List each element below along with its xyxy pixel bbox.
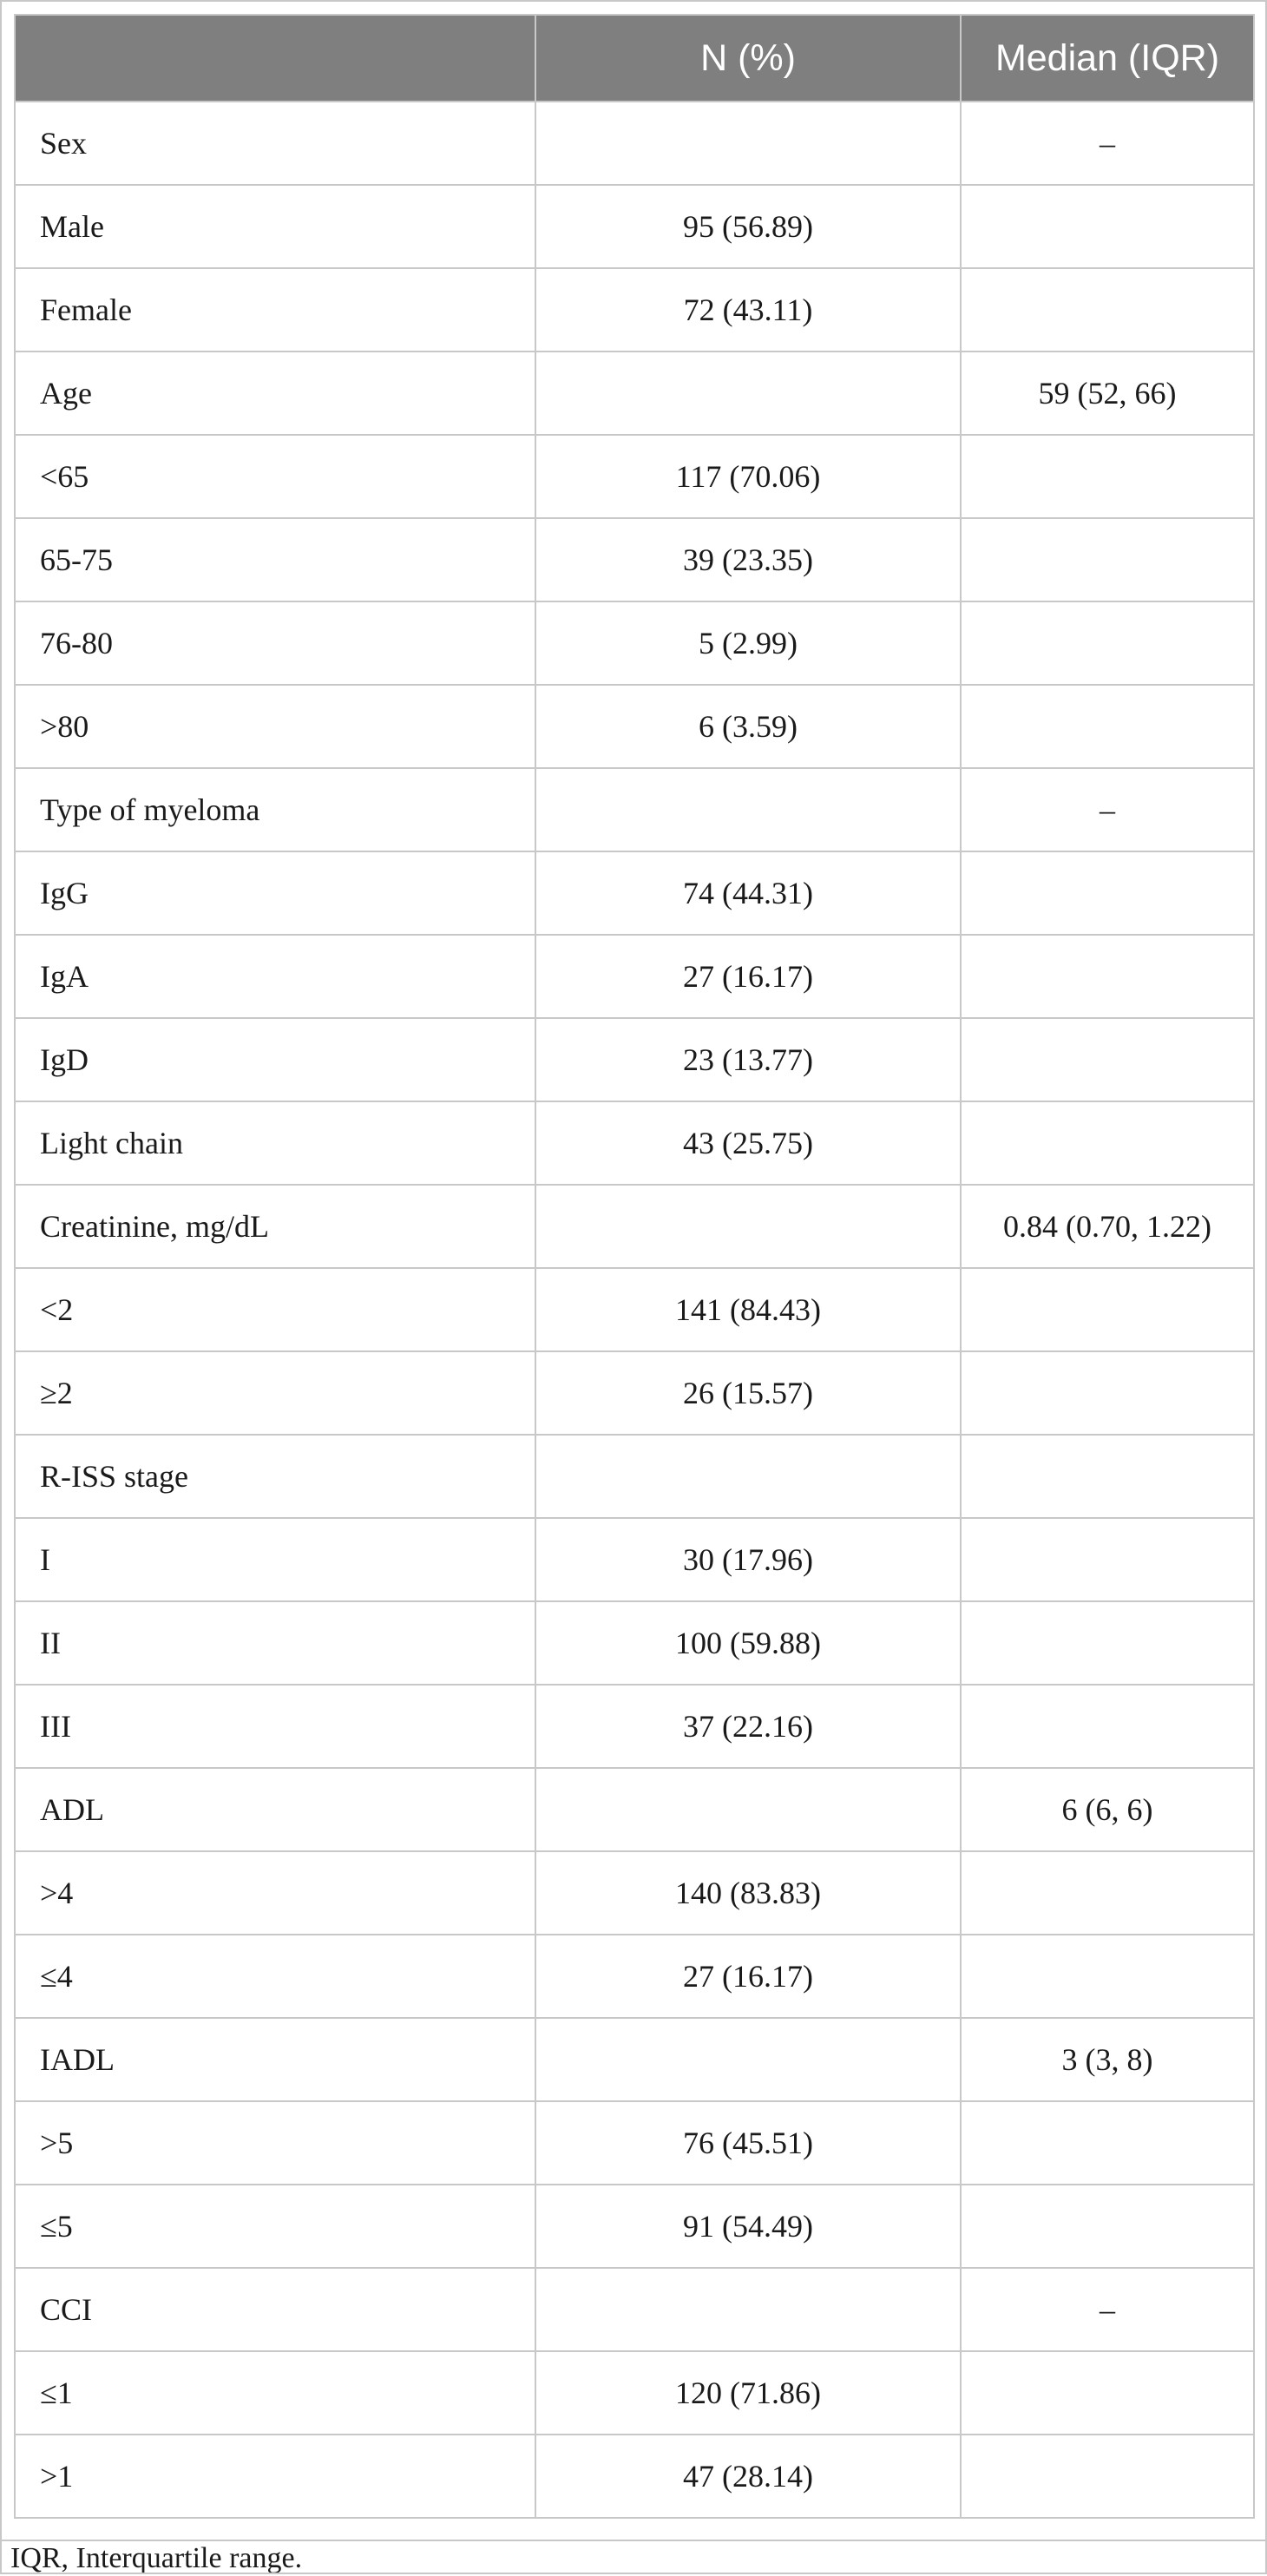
row-label: Male <box>15 185 535 268</box>
row-label: IADL <box>15 2018 535 2101</box>
row-n-percent: 23 (13.77) <box>535 1018 961 1101</box>
table-row <box>15 2101 1254 2185</box>
row-label: Creatinine, mg/dL <box>15 1185 535 1268</box>
table-row <box>15 601 1254 685</box>
row-n-percent: 91 (54.49) <box>535 2185 961 2268</box>
row-n-percent: 120 (71.86) <box>535 2351 961 2435</box>
row-label: Female <box>15 268 535 352</box>
row-label: IgG <box>15 851 535 935</box>
row-label: Type of myeloma <box>15 768 535 851</box>
row-median-iqr <box>961 1685 1254 1768</box>
header-variable <box>15 15 535 102</box>
table-footnote: IQR, Interquartile range. <box>0 2540 1267 2574</box>
row-label: <2 <box>15 1268 535 1351</box>
row-n-percent: 5 (2.99) <box>535 601 961 685</box>
table-row <box>15 352 1254 435</box>
table-row <box>15 1518 1254 1601</box>
table-row <box>15 268 1254 352</box>
row-n-percent: 26 (15.57) <box>535 1351 961 1435</box>
row-median-iqr <box>961 1851 1254 1935</box>
table-row <box>15 435 1254 518</box>
row-median-iqr <box>961 268 1254 352</box>
row-label: >1 <box>15 2435 535 2518</box>
row-n-percent: 27 (16.17) <box>535 1935 961 2018</box>
row-label: ≤1 <box>15 2351 535 2435</box>
table-row <box>15 1601 1254 1685</box>
row-median-iqr <box>961 1518 1254 1601</box>
row-n-percent: 95 (56.89) <box>535 185 961 268</box>
table-row <box>15 2435 1254 2518</box>
table-row <box>15 1851 1254 1935</box>
row-n-percent: 141 (84.43) <box>535 1268 961 1351</box>
table-row <box>15 1018 1254 1101</box>
row-n-percent: 117 (70.06) <box>535 435 961 518</box>
row-label: >5 <box>15 2101 535 2185</box>
row-n-percent: 30 (17.96) <box>535 1518 961 1601</box>
row-label: >4 <box>15 1851 535 1935</box>
row-median-iqr <box>961 1351 1254 1435</box>
row-n-percent <box>535 1185 961 1268</box>
row-label: IgA <box>15 935 535 1018</box>
row-label: II <box>15 1601 535 1685</box>
row-label: Age <box>15 352 535 435</box>
row-median-iqr <box>961 1101 1254 1185</box>
row-label: R-ISS stage <box>15 1435 535 1518</box>
row-label: CCI <box>15 2268 535 2351</box>
row-median-iqr <box>961 2185 1254 2268</box>
row-median-iqr <box>961 518 1254 601</box>
row-n-percent <box>535 1768 961 1851</box>
row-median-iqr: – <box>961 2268 1254 2351</box>
row-n-percent: 47 (28.14) <box>535 2435 961 2518</box>
table-row <box>15 685 1254 768</box>
row-n-percent <box>535 102 961 185</box>
row-median-iqr: 3 (3, 8) <box>961 2018 1254 2101</box>
row-median-iqr <box>961 1018 1254 1101</box>
table-row <box>15 1351 1254 1435</box>
row-n-percent: 39 (23.35) <box>535 518 961 601</box>
row-n-percent <box>535 2018 961 2101</box>
row-median-iqr <box>961 685 1254 768</box>
table-row <box>15 185 1254 268</box>
header-median-iqr: Median (IQR) <box>961 15 1254 102</box>
row-median-iqr <box>961 2351 1254 2435</box>
row-median-iqr <box>961 1435 1254 1518</box>
row-median-iqr <box>961 851 1254 935</box>
row-label: 76-80 <box>15 601 535 685</box>
row-median-iqr <box>961 601 1254 685</box>
row-label: ≤4 <box>15 1935 535 2018</box>
row-label: ≤5 <box>15 2185 535 2268</box>
row-median-iqr <box>961 185 1254 268</box>
row-n-percent: 72 (43.11) <box>535 268 961 352</box>
row-median-iqr <box>961 2435 1254 2518</box>
row-n-percent: 76 (45.51) <box>535 2101 961 2185</box>
row-n-percent: 43 (25.75) <box>535 1101 961 1185</box>
row-label: I <box>15 1518 535 1601</box>
table-row <box>15 518 1254 601</box>
row-n-percent <box>535 352 961 435</box>
row-median-iqr: – <box>961 768 1254 851</box>
row-n-percent <box>535 2268 961 2351</box>
row-median-iqr: 59 (52, 66) <box>961 352 1254 435</box>
row-label: ≥2 <box>15 1351 535 1435</box>
row-median-iqr: – <box>961 102 1254 185</box>
table-body <box>15 102 1254 2518</box>
table-row <box>15 1435 1254 1518</box>
table-row <box>15 2351 1254 2435</box>
table-row <box>15 768 1254 851</box>
table-row <box>15 1101 1254 1185</box>
row-n-percent: 27 (16.17) <box>535 935 961 1018</box>
table-row <box>15 1935 1254 2018</box>
row-n-percent: 140 (83.83) <box>535 1851 961 1935</box>
row-n-percent <box>535 1435 961 1518</box>
row-label: 65-75 <box>15 518 535 601</box>
table-row <box>15 1268 1254 1351</box>
row-median-iqr <box>961 1268 1254 1351</box>
row-label: Light chain <box>15 1101 535 1185</box>
row-label: ADL <box>15 1768 535 1851</box>
row-label: >80 <box>15 685 535 768</box>
header-n-percent: N (%) <box>535 15 961 102</box>
header-row <box>15 15 1254 102</box>
row-median-iqr <box>961 435 1254 518</box>
table-row <box>15 2185 1254 2268</box>
row-median-iqr <box>961 935 1254 1018</box>
row-median-iqr <box>961 1935 1254 2018</box>
row-label: III <box>15 1685 535 1768</box>
row-n-percent: 100 (59.88) <box>535 1601 961 1685</box>
row-n-percent: 74 (44.31) <box>535 851 961 935</box>
row-n-percent <box>535 768 961 851</box>
row-n-percent: 6 (3.59) <box>535 685 961 768</box>
row-median-iqr: 0.84 (0.70, 1.22) <box>961 1185 1254 1268</box>
row-median-iqr: 6 (6, 6) <box>961 1768 1254 1851</box>
table-row <box>15 1768 1254 1851</box>
table-row <box>15 935 1254 1018</box>
row-median-iqr <box>961 2101 1254 2185</box>
table-row <box>15 2268 1254 2351</box>
data-table <box>14 14 1255 2519</box>
row-n-percent: 37 (22.16) <box>535 1685 961 1768</box>
row-median-iqr <box>961 1601 1254 1685</box>
table-row <box>15 102 1254 185</box>
table-row <box>15 1685 1254 1768</box>
table-row <box>15 2018 1254 2101</box>
row-label: Sex <box>15 102 535 185</box>
table-row <box>15 1185 1254 1268</box>
table-row <box>15 851 1254 935</box>
row-label: <65 <box>15 435 535 518</box>
row-label: IgD <box>15 1018 535 1101</box>
